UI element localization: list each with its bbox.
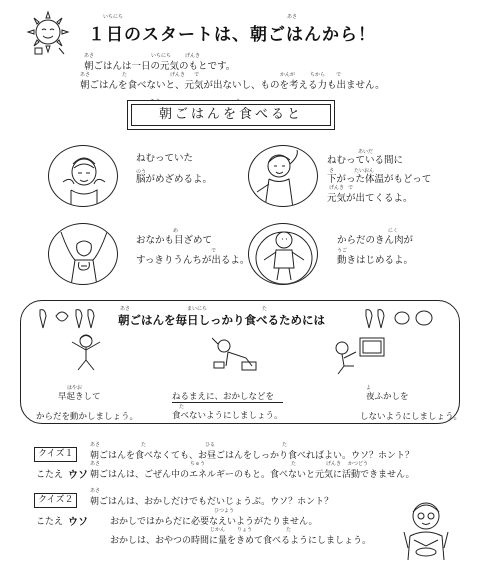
q2-ruby-1: あさ	[90, 488, 101, 494]
benefit-1-line-2: 脳がめざめるよ。	[136, 174, 213, 185]
benefit-3-line-1: おなかも目ざめて	[136, 235, 213, 246]
benefit-2-line-3: 元気が出てくるよ。	[327, 193, 413, 204]
title-ruby-1: いちにち	[103, 14, 124, 20]
b2-ruby-1: あいだ	[358, 149, 374, 155]
tip2-ruby-1: た	[179, 404, 185, 410]
intro2-ruby-1: あさ	[80, 72, 91, 78]
tip-2-line-1: ねるまえに、おかしなどを	[172, 390, 283, 403]
benefit-3-line-2: すっきりうんちが出るよ。	[136, 255, 250, 266]
intro2-ruby-5: かんが	[280, 72, 296, 78]
intro2-ruby-2: た	[122, 72, 128, 78]
benefit-2-line-1: ねむっている間に	[327, 155, 404, 166]
q2b-ruby-1: じかん	[210, 527, 226, 533]
quiz-2-explanation-2: おかしは、おやつの時間に量をきめて食べるようにしましょう。	[110, 536, 372, 546]
benefit-2-line-2: 下がった体温がもどって	[327, 174, 432, 185]
quiz-1-label: クイズ１	[34, 447, 77, 462]
quiz-2-answer-label: こたえ	[36, 517, 64, 527]
tips-ruby-3: た	[262, 306, 268, 312]
intro-line-2: 朝ごはんを食べないと、元気が出ないし、ものを考える力も出ません。	[80, 80, 385, 91]
tip1-ruby-1: はやお	[67, 385, 83, 391]
quiz-1-answer-label: こたえ	[36, 470, 64, 480]
q2b-ruby-3: た	[286, 527, 292, 533]
brain-illustration	[48, 145, 118, 207]
tip-3-line-1: 夜ふかしを	[366, 392, 409, 402]
quiz-2-label: クイズ２	[34, 493, 77, 508]
b2-ruby-2: さ	[329, 168, 335, 174]
heading-ruby-1: あさ	[150, 99, 161, 105]
q1a-ruby-2: ちゅう	[190, 461, 206, 467]
waking-child-illustration	[248, 145, 318, 207]
b4-ruby-1: にく	[388, 228, 399, 234]
q1-ruby-2: た	[141, 442, 147, 448]
intro1-ruby-1: あさ	[84, 53, 95, 59]
quiz-1-verdict: ウソ	[68, 470, 88, 481]
benefit-4-text	[337, 234, 413, 267]
exercise-child-illustration	[66, 332, 106, 372]
eating-child-illustration	[398, 496, 458, 560]
quiz-1-question: 朝ごはんを食べなくても、お昼ごはんをしっかり食べればよい。ウソ？ホント？	[90, 451, 415, 461]
intro-line-1: 朝ごはんは一日の元気のもとです。	[84, 61, 236, 72]
quiz-2-question: 朝ごはんは、おかしだけでもだいじょうぶ。ウソ？ホント？	[90, 497, 334, 507]
benefit-3-text	[136, 234, 249, 267]
b2-ruby-4: げんき	[329, 185, 345, 191]
tips-ruby-2: まいにち	[187, 306, 208, 312]
intro2-ruby-7: で	[336, 72, 342, 78]
night-tv-illustration	[330, 332, 390, 376]
q1a-ruby-1: あさ	[90, 461, 101, 467]
benefit-4-line-2: 動きはじめるよ。	[337, 255, 414, 266]
b3-ruby-1: め	[173, 228, 179, 234]
intro1-ruby-2: いちにち	[151, 53, 172, 59]
q1a-ruby-3: た	[291, 461, 297, 467]
tummy-illustration	[48, 223, 118, 285]
quiz-2-explanation-1: おかしではからだに必要なえいようがたりません。	[110, 517, 318, 527]
sun-mascot-icon	[24, 8, 72, 56]
heading-ruby-2: た	[236, 99, 242, 105]
tip-3-line-2: しないようにしましょう。	[360, 412, 463, 422]
title-ruby-2: あさ	[287, 14, 298, 20]
q1-ruby-3: ひる	[205, 442, 216, 448]
intro2-ruby-4: で	[194, 72, 200, 78]
q2a-ruby-1: ひつよう	[214, 508, 235, 514]
benefit-4-line-1: からだのきん肉が	[337, 235, 414, 246]
q1-ruby-4: た	[282, 442, 288, 448]
intro1-ruby-3: げんき	[185, 53, 201, 59]
intro2-ruby-3: げんき	[170, 72, 186, 78]
benefit-1-line-1: ねむっていた	[136, 153, 194, 164]
tip-2-text	[172, 390, 283, 421]
page-title: １日のスタートは、朝ごはんから！	[88, 25, 376, 45]
q1-ruby-1: あさ	[90, 442, 101, 448]
benefit-1-text	[136, 152, 212, 186]
quiz-1-explanation: 朝ごはんは、ごぜん中のエネルギーのもと。食べないと元気に活動できません。	[90, 470, 415, 480]
vegetable-right-icon	[362, 306, 446, 330]
section-heading: 朝ごはんを食べると	[131, 104, 331, 126]
q2b-ruby-2: りょう	[237, 527, 253, 533]
b3-ruby-2: で	[211, 248, 217, 254]
q1a-ruby-5: かつどう	[348, 461, 369, 467]
tip-1-line-2: からだを動かしましょう。	[36, 412, 139, 422]
tips-ruby-1: あさ	[120, 306, 131, 312]
b2-ruby-5: で	[348, 185, 354, 191]
quiz-2-verdict: ウソ	[68, 517, 88, 528]
q1a-ruby-4: げんき	[326, 461, 342, 467]
intro2-ruby-6: ちから	[310, 72, 326, 78]
jump-rope-illustration	[248, 223, 318, 285]
tip-1-text	[36, 390, 146, 422]
snacking-child-illustration	[212, 332, 260, 372]
tip-2-line-2: 食べないようにしましょう。	[172, 411, 283, 421]
tip3-ruby-1: よ	[366, 385, 372, 391]
b4-ruby-2: うご	[337, 248, 348, 254]
tip-1-line-1: 早起きして	[58, 392, 101, 402]
b2-ruby-3: たいおん	[354, 168, 375, 174]
benefit-2-text	[327, 154, 431, 205]
b1-ruby-1: のう	[136, 169, 147, 175]
tips-heading: 朝ごはんを毎日しっかり食べるためには	[118, 313, 325, 327]
vegetable-left-icon	[36, 306, 106, 330]
tip-3-text	[360, 390, 463, 422]
